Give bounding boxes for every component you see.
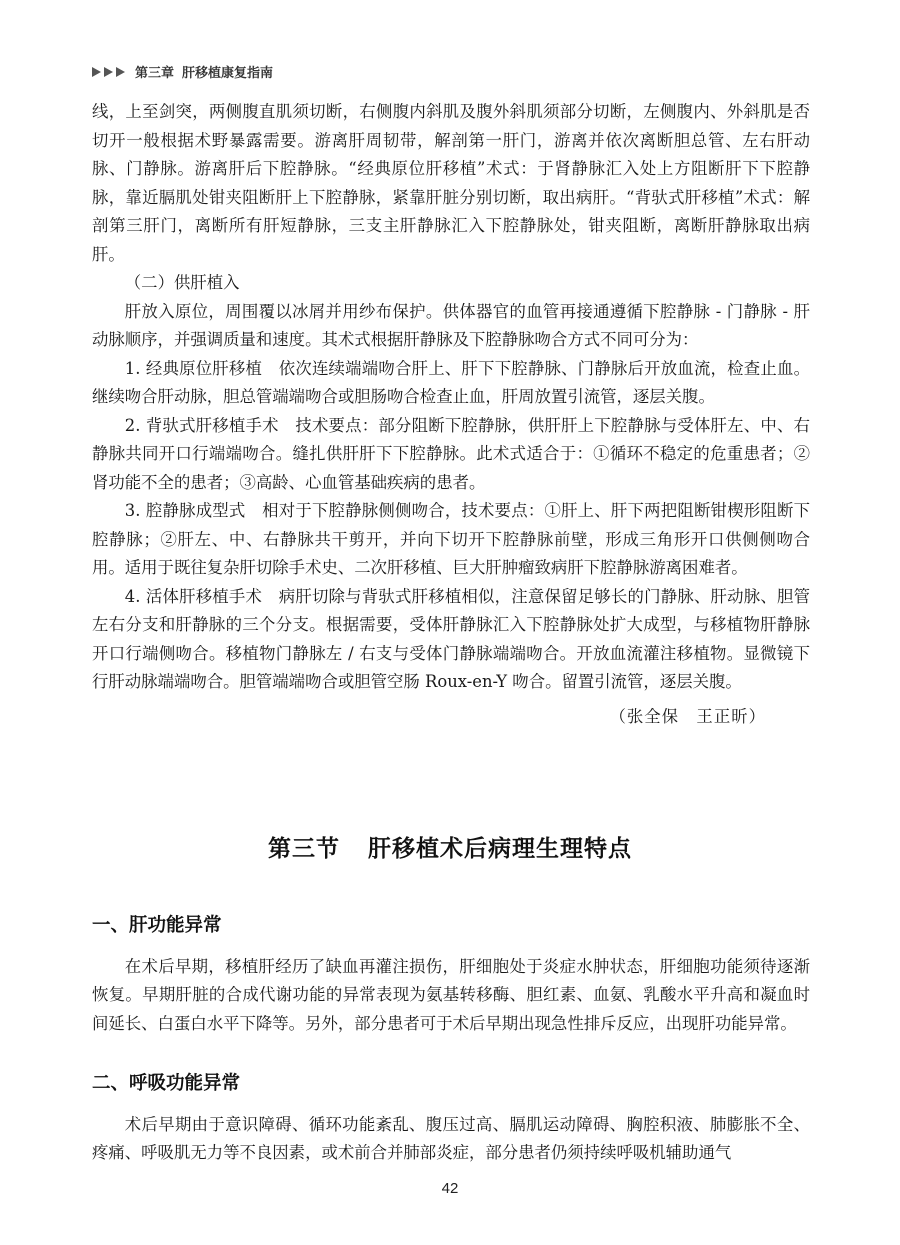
main-text [92, 98, 810, 731]
section-title [0, 830, 900, 863]
list-item: 2. 背驮式肝移植手术 技术要点：部分阻断下腔静脉，供肝肝上下腔静脉与受体肝左、中、右静脉共同开口行端端吻合。缝扎供肝肝下下腔静脉。此术式适合于：①循环不稳定的危重患者；②肾功能不全的患者；③高龄、心血管基础疾病的患者。 [92, 415, 810, 492]
page-number: 42 [441, 1180, 459, 1197]
list-item: 4. 活体肝移植手术 病肝切除与背驮式肝移植相似，注意保留足够长的门静脉、肝动脉、胆管左右分支和肝静脉的三个分支。根据需要，受体肝静脉汇入下腔静脉处扩大成型，与移植物肝静脉开口行端侧吻合。移植物门静脉左 / 右支与受体门静脉端端吻合。开放血流灌注移植物。显微镜下行肝动脉端端吻合。胆管端端吻合或胆管空肠 Roux-en-Y 吻合。留置引流管，逐层关腹。 [92, 586, 810, 691]
triangle-marks-icon [92, 67, 125, 77]
list-item: 3. 腔静脉成型式 相对于下腔静脉侧侧吻合，技术要点：①肝上、肝下两把阻断钳楔形阻断下腔静脉；②肝左、中、右静脉共干剪开，并向下切开下腔静脉前壁，形成三角形开口供侧侧吻合用。适用于既往复杂肝切除手术史、二次肝移植、巨大肝肿瘤致病肝下腔静脉游离困难者。 [92, 501, 810, 577]
paragraph: 线，上至剑突，两侧腹直肌须切断，右侧腹内斜肌及腹外斜肌须部分切断，左侧腹内、外斜肌是否切开一般根据术野暴露需要。游离肝周韧带，解剖第一肝门，游离并依次离断胆总管、左右肝动脉、门静脉。游离肝后下腔静脉。“经典原位肝移植”术式：于肾静脉汇入处上方阻断肝下下腔静脉，靠近膈肌处钳夹阻断肝上下腔静脉，紧靠肝脏分别切断，取出病肝。“背驮式肝移植”术式：解剖第三肝门，离断所有肝短静脉，三支主肝静脉汇入下腔静脉处，钳夹阻断，离断肝静脉取出病肝。 [92, 102, 810, 264]
paragraph: 肝放入原位，周围覆以冰屑并用纱布保护。供体器官的血管再接通遵循下腔静脉 - 门静脉 - 肝动脉顺序，并强调质量和速度。其术式根据肝静脉及下腔静脉吻合方式不同可分为： [92, 301, 810, 349]
subheading: （二）供肝植入 [124, 273, 240, 292]
subsection-respiratory-function [92, 1070, 810, 1168]
paragraph: 在术后早期，移植肝经历了缺血再灌注损伤，肝细胞处于炎症水肿状态，肝细胞功能须待逐渐恢复。早期肝脏的合成代谢功能的异常表现为氨基转移酶、胆红素、血氨、乳酸水平升高和凝血时间延长、白蛋白水平下降等。另外，部分患者可于术后早期出现急性排斥反应，出现肝功能异常。 [92, 956, 810, 1033]
running-header [92, 62, 273, 81]
author-credit: （张全保 王正昕） [609, 706, 766, 726]
paragraph: 术后早期由于意识障碍、循环功能紊乱、腹压过高、膈肌运动障碍、胸腔积液、肺膨胀不全、疼痛、呼吸肌无力等不良因素，或术前合并肺部炎症，部分患者仍须持续呼吸机辅助通气 [92, 1114, 810, 1162]
subsection-heading: 一、肝功能异常 [92, 915, 222, 936]
subsection-heading: 二、呼吸功能异常 [92, 1073, 241, 1094]
list-item: 1. 经典原位肝移植 依次连续端端吻合肝上、肝下下腔静脉、门静脉后开放血流，检查止血。继续吻合肝动脉，胆总管端端吻合或胆肠吻合检查止血，肝周放置引流管，逐层关腹。 [92, 358, 810, 406]
section-number: 第三节 [268, 836, 340, 862]
book-title: 肝移植康复指南 [182, 66, 274, 81]
subsection-liver-function [92, 912, 810, 1038]
chapter-label: 第三章 [135, 66, 175, 81]
section-heading: 肝移植术后病理生理特点 [368, 836, 632, 862]
